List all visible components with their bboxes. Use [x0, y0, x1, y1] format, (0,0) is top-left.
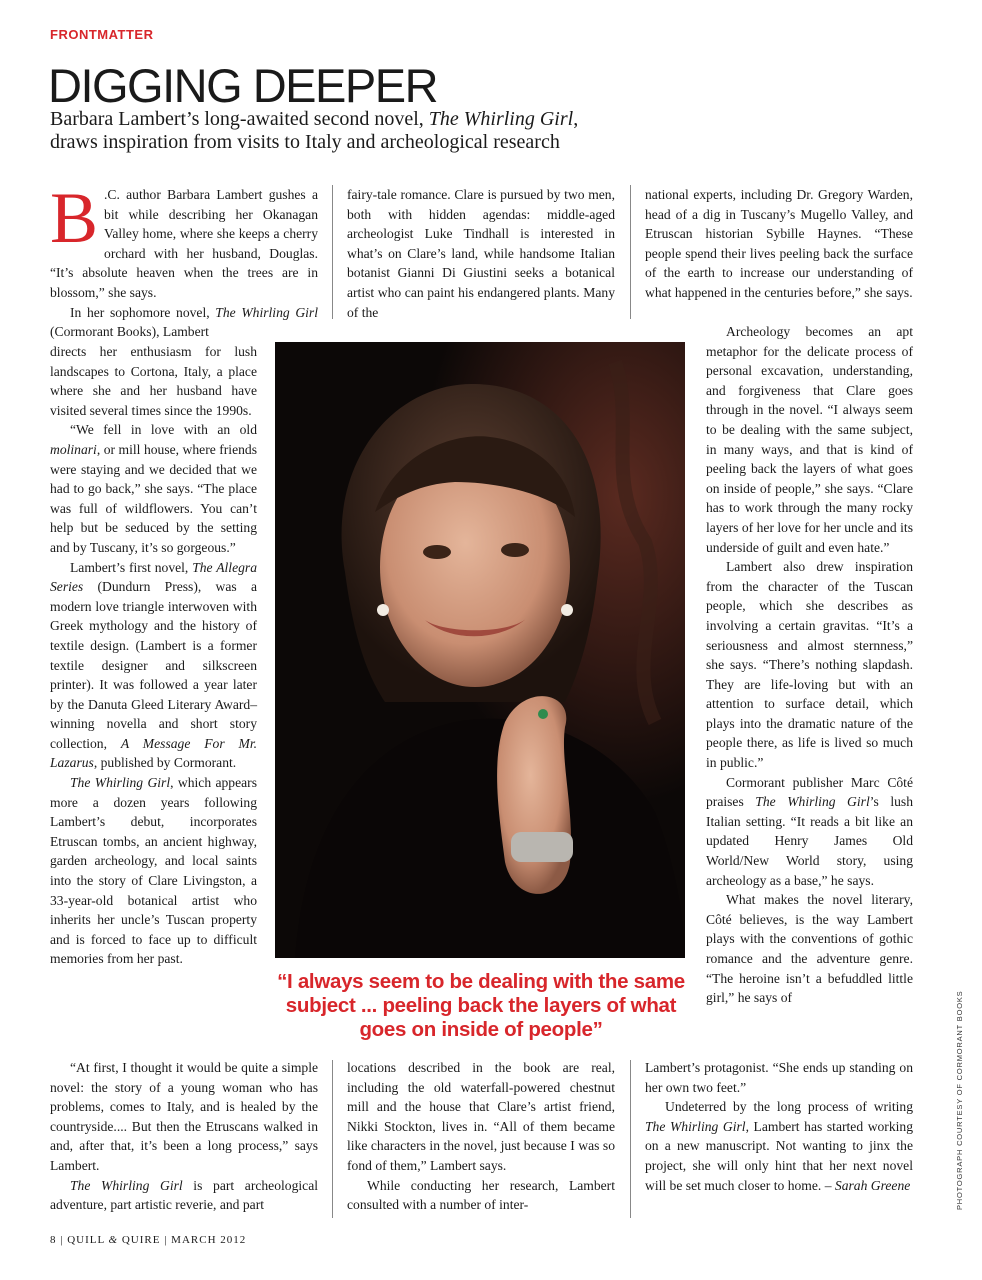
column-1-top: [50, 178, 318, 342]
paragraph: Cormorant publisher Marc Côté praises The Whirling Girl’s lush Italian setting. “It reads a bit like an updated Henry James Old World/New World story, using archeology as a base,” he says.: [706, 774, 913, 888]
paragraph: Lambert also drew inspiration from the character of the Tuscan people, which she describes as involving a certain gravitas. “It’s a seriousness and almost sternness,” she says. “There’s nothing slapdash. They are life-loving but with an attention to surface detail, which plays into the dramatic nature of the people there, as life is lived so much in public.”: [706, 559, 913, 771]
drop-cap: B: [50, 178, 99, 258]
paragraph: While conducting her research, Lambert consulted with a number of inter-: [347, 1177, 615, 1213]
paragraph: Lambert’s first novel, The Allegra Series (Dundurn Press), was a modern love triangle interwoven with Greek mythology and the history of textile design. (Lambert is a former textile designer and silkscreen printer). It was followed a year later by the Danuta Gleed Literary Award–winning novella and short story collection, A Message For Mr. Lazarus, published by Cormorant.: [50, 559, 257, 771]
magazine-name: QUILL & QUIRE: [67, 1234, 161, 1246]
photo-credit: PHOTOGRAPH COURTESY OF CORMORANT BOOKS: [955, 990, 964, 1210]
deck: [50, 108, 610, 154]
column-2-bottom: [347, 1058, 615, 1215]
column-rule: [630, 185, 631, 319]
author-photo: [275, 342, 685, 958]
paragraph: Archeology becomes an apt metaphor for the delicate process of personal excavation, understanding, and forgiveness that Clare goes through in the novel. “I always seem to be dealing with the same subject, in many ways, and that is kind of peeling back the layers of what goes on inside of people,” she says. “Clare has to work through the many rocky layers of her love for her uncle and its underside of guilt and even hate.”: [706, 324, 913, 555]
paragraph: .C. author Barbara Lambert gushes a bit while describing her Okanagan Valley home, where she keeps a cherry orchard with her husband, Douglas. “It’s absolute heaven when the trees are in blossom,” she says.: [50, 187, 318, 300]
paragraph: fairy-tale romance. Clare is pursued by two men, both with hidden agendas: middle-aged archeologist Luke Tindhall is interested in what’s on Clare’s land, while handsome Italian botanist Gianni Di Giustini seeks a botanical artist who can paint his endangered plants. Many of the: [347, 187, 615, 320]
deck-text: Barbara Lambert’s long-awaited second novel,: [50, 108, 429, 130]
column-2-top: [347, 185, 615, 322]
paragraph: locations described in the book are real, including the old waterfall-powered chestnut mill and the house that Clare’s artist friend, Nikki Stockton, lives in. “All of them became like characters in the novel, just because I was so fond of them,” Lambert says.: [347, 1060, 615, 1173]
paragraph: directs her enthusiasm for lush landscapes to Cortona, Italy, a place where she and her husband have visited several times since the 1990s.: [50, 344, 257, 418]
deck-book-title: The Whirling Girl: [428, 108, 574, 130]
paragraph: The Whirling Girl is part archeological adventure, part artistic reverie, and part: [50, 1177, 319, 1213]
column-3-bottom: [645, 1058, 913, 1195]
page-footer: [50, 1234, 246, 1246]
paragraph: The Whirling Girl, which appears more a dozen years following Lambert’s debut, incorporates Etruscan tombs, an ancient highway, garden archeology, and local saints into the story of Clare Livingston, a 33-year-old botanical artist who inherits her uncle’s Tuscan property and is forced to face up to difficult memories from her past.: [50, 775, 257, 967]
paragraph: In her sophomore novel, The Whirling Girl (Cormorant Books), Lambert: [50, 304, 318, 340]
paragraph: What makes the novel literary, Côté believes, is the way Lambert plays with the conventions of gothic romance and the adventure genre. “The heroine isn’t a befuddled little girl,” he says of: [706, 892, 913, 1006]
paragraph: “We fell in love with an old molinari, or mill house, where friends were staying and we decided that we had to go back,” she says. “The place was full of wildflowers. You can’t help but be seduced by the setting and by Tuscany, it’s so gorgeous.”: [50, 422, 257, 555]
column-3-mid: [706, 322, 913, 1008]
paragraph: Lambert’s protagonist. “She ends up standing on her own two feet.”: [645, 1060, 913, 1095]
page-number: 8: [50, 1234, 57, 1246]
footer-separator: |: [164, 1234, 172, 1246]
paragraph: Undeterred by the long process of writing The Whirling Girl, Lambert has started working on a new manuscript. Not wanting to jinx the project, she will only hint that her next novel will be set much closer to home. – Sarah Greene: [645, 1099, 914, 1193]
column-rule: [630, 1060, 631, 1218]
headline: DIGGING DEEPER: [48, 59, 438, 112]
paragraph: “At first, I thought it would be quite a simple novel: the story of a young woman who has problems, comes to Italy, and is healed by the countryside.... But then the Etruscans walked in and, after that, it’s been a long process,” says Lambert.: [50, 1060, 318, 1173]
column-3-top: [645, 185, 913, 303]
paragraph: national experts, including Dr. Gregory Warden, head of a dig in Tuscany’s Mugello Valley, and Etruscan historian Sybille Haynes. “These people spend their lives peeling back the surface of the earth to increase our understanding of what happened in the centuries before,” she says.: [645, 187, 913, 300]
footer-separator: |: [60, 1234, 68, 1246]
column-rule: [332, 185, 333, 319]
column-1-mid: [50, 342, 257, 969]
section-label: FRONTMATTER: [50, 27, 154, 42]
author-portrait-illustration: [275, 342, 685, 958]
column-rule: [332, 1060, 333, 1218]
column-1-bottom: [50, 1058, 318, 1215]
deck-text-end: , draws inspiration from visits to Italy and archeological research: [50, 108, 579, 153]
issue-date: MARCH 2012: [171, 1234, 247, 1246]
pull-quote: “I always seem to be dealing with the same subject ... peeling back the layers of what goes on inside of people”: [277, 970, 685, 1041]
